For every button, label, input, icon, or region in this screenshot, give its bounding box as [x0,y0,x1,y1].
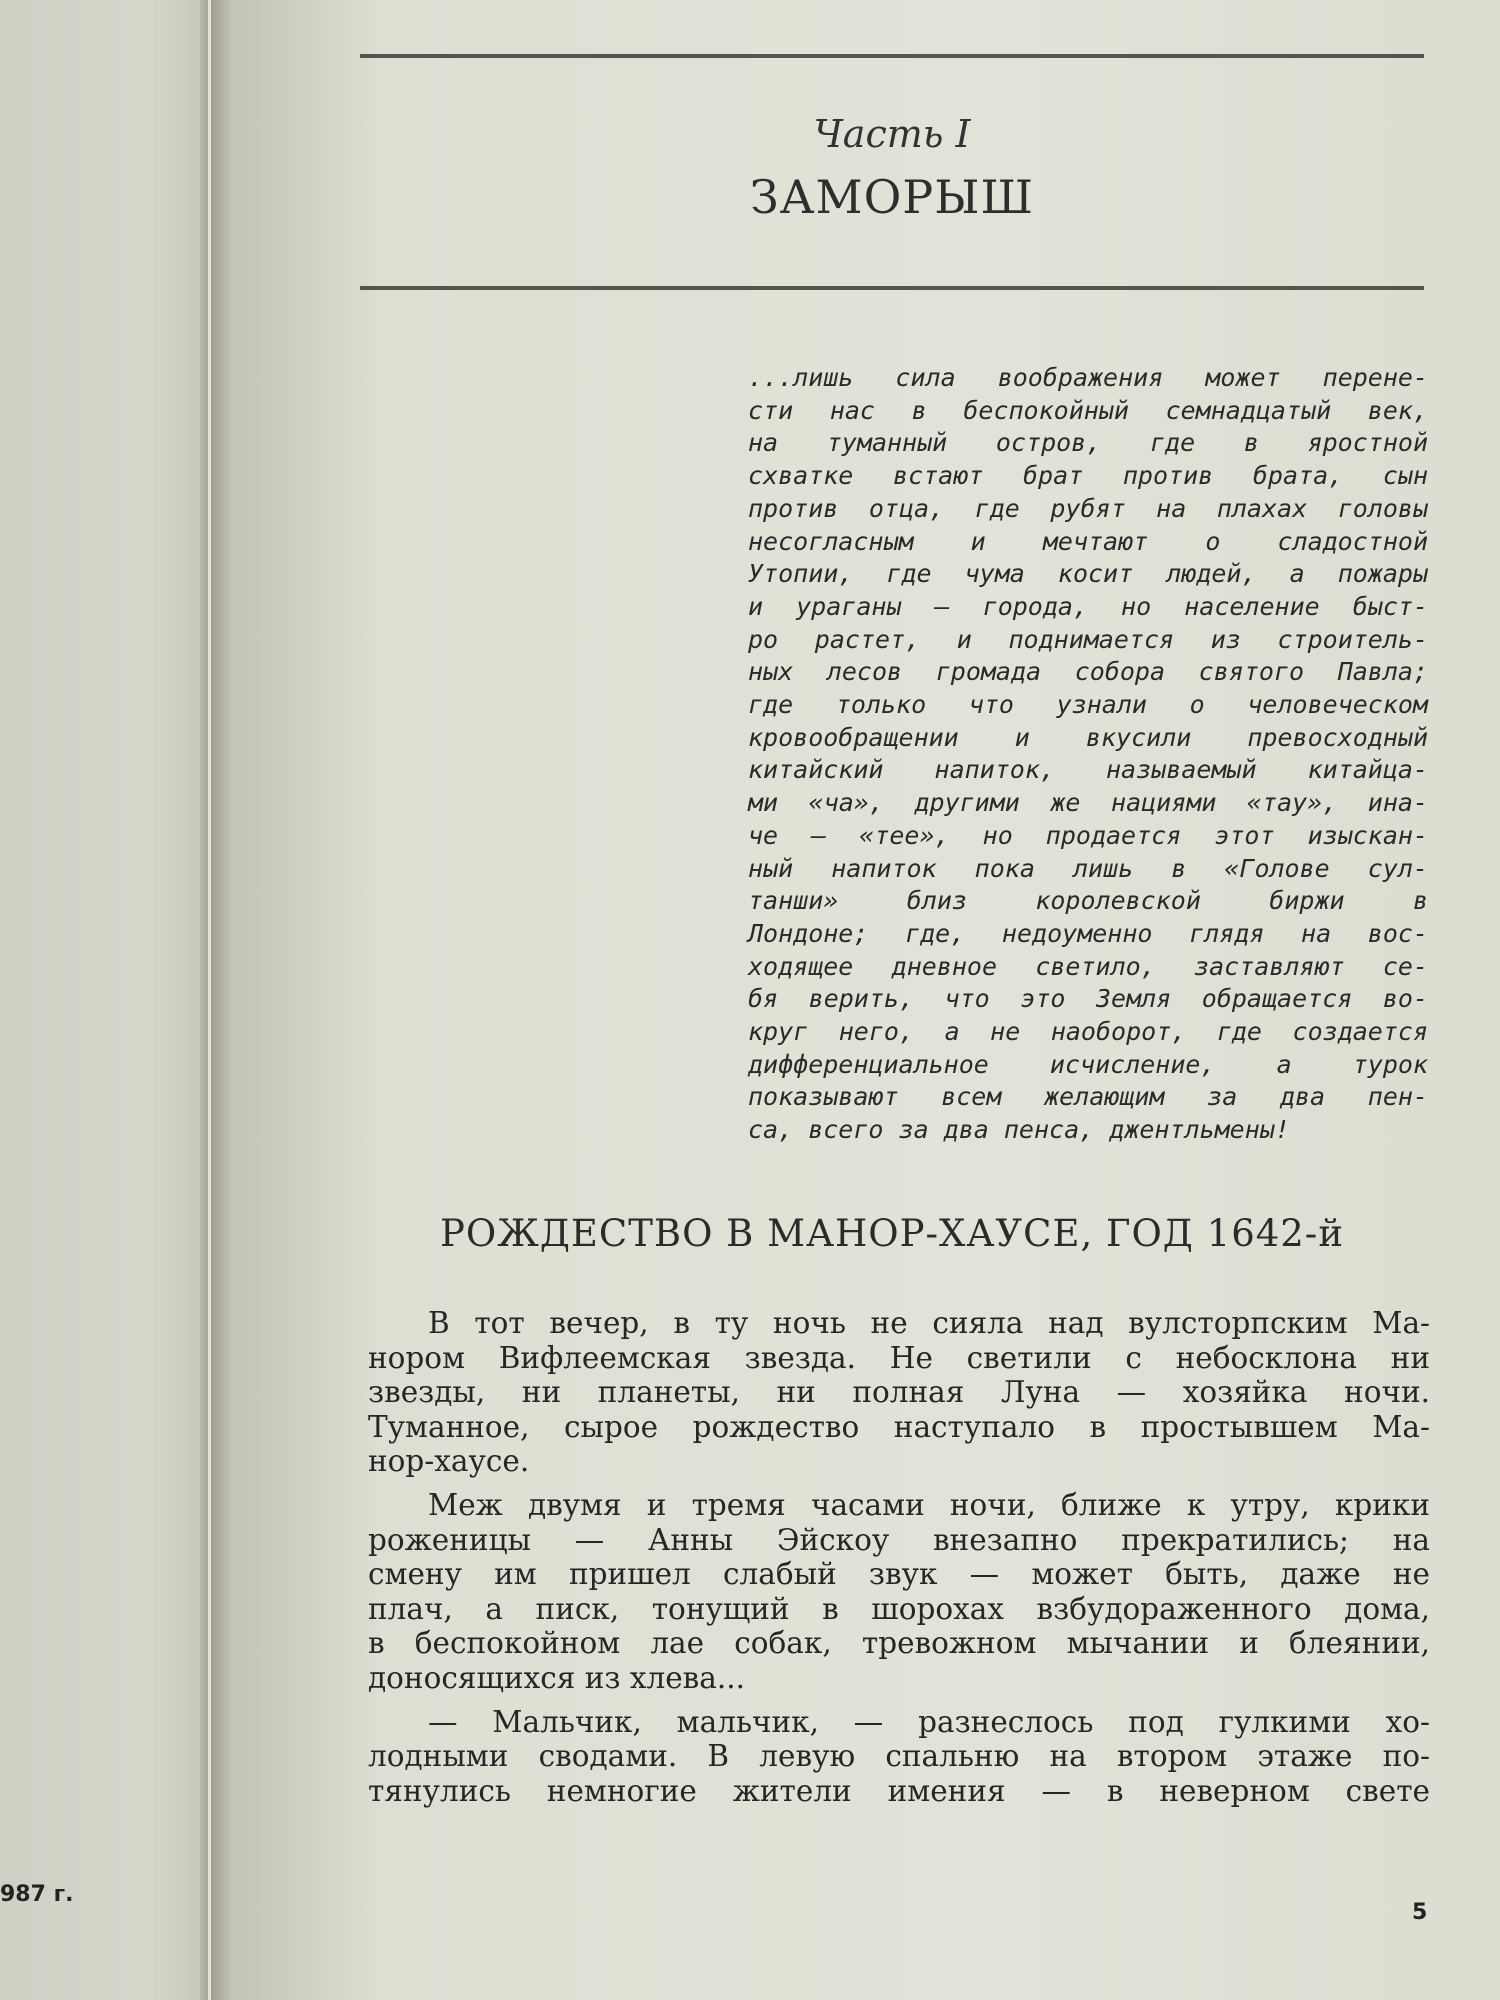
epigraph-line: Утопии, где чума косит людей, а пожары [748,559,1428,589]
page-number: 5 [1412,1900,1428,1925]
epigraph-line: несогласным и мечтают о сладостной [748,526,1428,556]
epigraph-line: че — «тее», но продается этот изыскан- [748,820,1428,850]
epigraph-line: китайский напиток, называемый китайца- [748,755,1428,785]
epigraph-line: бя верить, что это Земля обращается во- [748,984,1428,1014]
epigraph [748,362,1428,1147]
chapter-title: РОЖДЕСТВО В МАНОР-ХАУСЕ, ГОД 1642-й [440,1212,1344,1255]
epigraph-line: где только что узнали о человеческом [748,690,1428,720]
title-rule [360,286,1424,290]
epigraph-line: показывают всем желающим за два пен- [748,1082,1428,1112]
epigraph-line: ный напиток пока лишь в «Голове сул- [748,853,1428,883]
body-paragraph [368,1306,1430,1479]
body-line: роженицы — Анны Эйскоу внезапно прекратились; на [368,1522,1430,1557]
epigraph-line: са, всего за два пенса, джентльмены! [748,1115,1290,1145]
epigraph-line: ми «ча», другими же нациями «тау», ина- [748,788,1428,818]
body-line: плач, а писк, тонущий в шорохах взбудораженного дома, [368,1591,1430,1626]
epigraph-line: и ураганы — города, но население быст- [748,591,1428,621]
body-line: звезды, ни планеты, ни полная Луна — хозяйка ночи. [368,1375,1430,1410]
body-line: — Мальчик, мальчик, — разнеслось под гулкими хо- [428,1704,1430,1739]
left-page [0,0,215,2000]
body-line: тянулись немногие жители имения — в неверном свете [368,1773,1430,1808]
body-line: В тот вечер, в ту ночь не сияла над вулсторпским Ма- [428,1306,1430,1340]
body-line: в беспокойном лае собак, тревожном мычании и блеянии, [368,1626,1430,1661]
epigraph-line: круг него, а не наоборот, где создается [748,1017,1428,1047]
top-rule [360,54,1424,58]
body-paragraph [368,1488,1430,1696]
epigraph-line: дифференциальное исчисление, а турок [748,1049,1428,1079]
epigraph-line: ходящее дневное светило, заставляют се- [748,951,1428,981]
epigraph-line: ...лишь сила воображения может перене- [748,363,1428,392]
part-label: Часть I [813,112,971,156]
body-line: нор-хаусе. [368,1444,530,1479]
epigraph-line: танши» близ королевской биржи в [748,886,1428,916]
epigraph-line: ро растет, и поднимается из строитель- [748,624,1428,654]
body-line: Туманное, сырое рождество наступало в простывшем Ма- [368,1409,1430,1444]
body-line: смену им пришел слабый звук — может быть, даже не [368,1557,1430,1592]
body-line: нором Вифлеемская звезда. Не светили с небосклона ни [368,1340,1430,1375]
epigraph-line: против отца, где рубят на плахах головы [748,493,1428,523]
body-paragraph [368,1705,1430,1809]
epigraph-line: кровообращении и вкусили превосходный [748,722,1428,752]
body-text [368,1306,1430,1817]
part-title: ЗАМОРЫШ [749,170,1034,224]
body-line: Меж двумя и тремя часами ночи, ближе к утру, крики [428,1487,1430,1522]
epigraph-line: ных лесов громада собора святого Павла; [748,657,1428,687]
binding-thread [208,0,211,2000]
book-spine [200,0,230,2000]
body-line: доносящихся из хлева... [368,1660,746,1695]
body-line: лодными сводами. В левую спальню на втором этаже по- [368,1739,1430,1774]
epigraph-line: Лондоне; где, недоуменно глядя на вос- [748,918,1428,948]
left-page-year: 987 г. [0,1882,74,1907]
epigraph-line: сти нас в беспокойный семнадцатый век, [748,395,1428,425]
epigraph-line: на туманный остров, где в яростной [748,428,1428,458]
epigraph-line: схватке встают брат против брата, сын [748,461,1428,491]
